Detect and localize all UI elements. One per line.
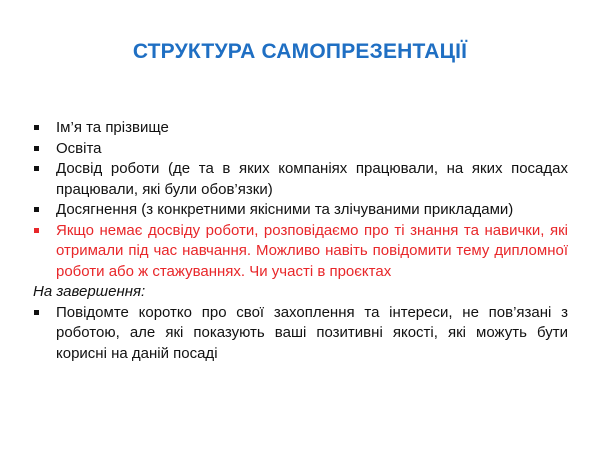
list-item-text: Освіта	[56, 139, 102, 157]
list-item-text: Якщо немає досвіду роботи, розповідаємо про ті знання та навички, які отримали під час навчання. Можливо навіть повідомити тему дипломної роботи або ж стажуваннях. Чи участі в проєктах	[56, 221, 568, 280]
bullet-list	[33, 118, 568, 282]
square-bullet-icon	[34, 207, 39, 212]
list-item	[33, 159, 568, 200]
slide-title: СТРУКТУРА САМОПРЕЗЕНТАЦІЇ	[132, 40, 468, 63]
list-item	[33, 200, 568, 221]
list-item-text: Повідомте коротко про свої захоплення та інтереси, не пов’язані з роботою, але які показують ваші позитивні якості, які можуть бути корисні на даній посаді	[56, 303, 568, 362]
list-item-highlighted	[33, 221, 568, 283]
square-bullet-icon	[34, 228, 39, 233]
list-item-text: Ім’я та прізвище	[56, 119, 169, 136]
square-bullet-icon	[34, 310, 39, 315]
final-bullet-list	[33, 303, 568, 365]
list-item-text: Досягнення (з конкретними якісними та злічуваними прикладами)	[56, 201, 514, 218]
list-item-text: Досвід роботи (де та в яких компаніях працювали, на яких посадах працювали, які були обов’язки)	[56, 160, 568, 198]
list-item	[33, 139, 568, 160]
subheading: На завершення:	[33, 283, 146, 300]
square-bullet-icon	[34, 166, 39, 171]
list-item	[33, 303, 568, 365]
square-bullet-icon	[34, 146, 39, 151]
square-bullet-icon	[34, 125, 39, 130]
slide-content	[33, 118, 568, 364]
list-item	[33, 118, 568, 139]
